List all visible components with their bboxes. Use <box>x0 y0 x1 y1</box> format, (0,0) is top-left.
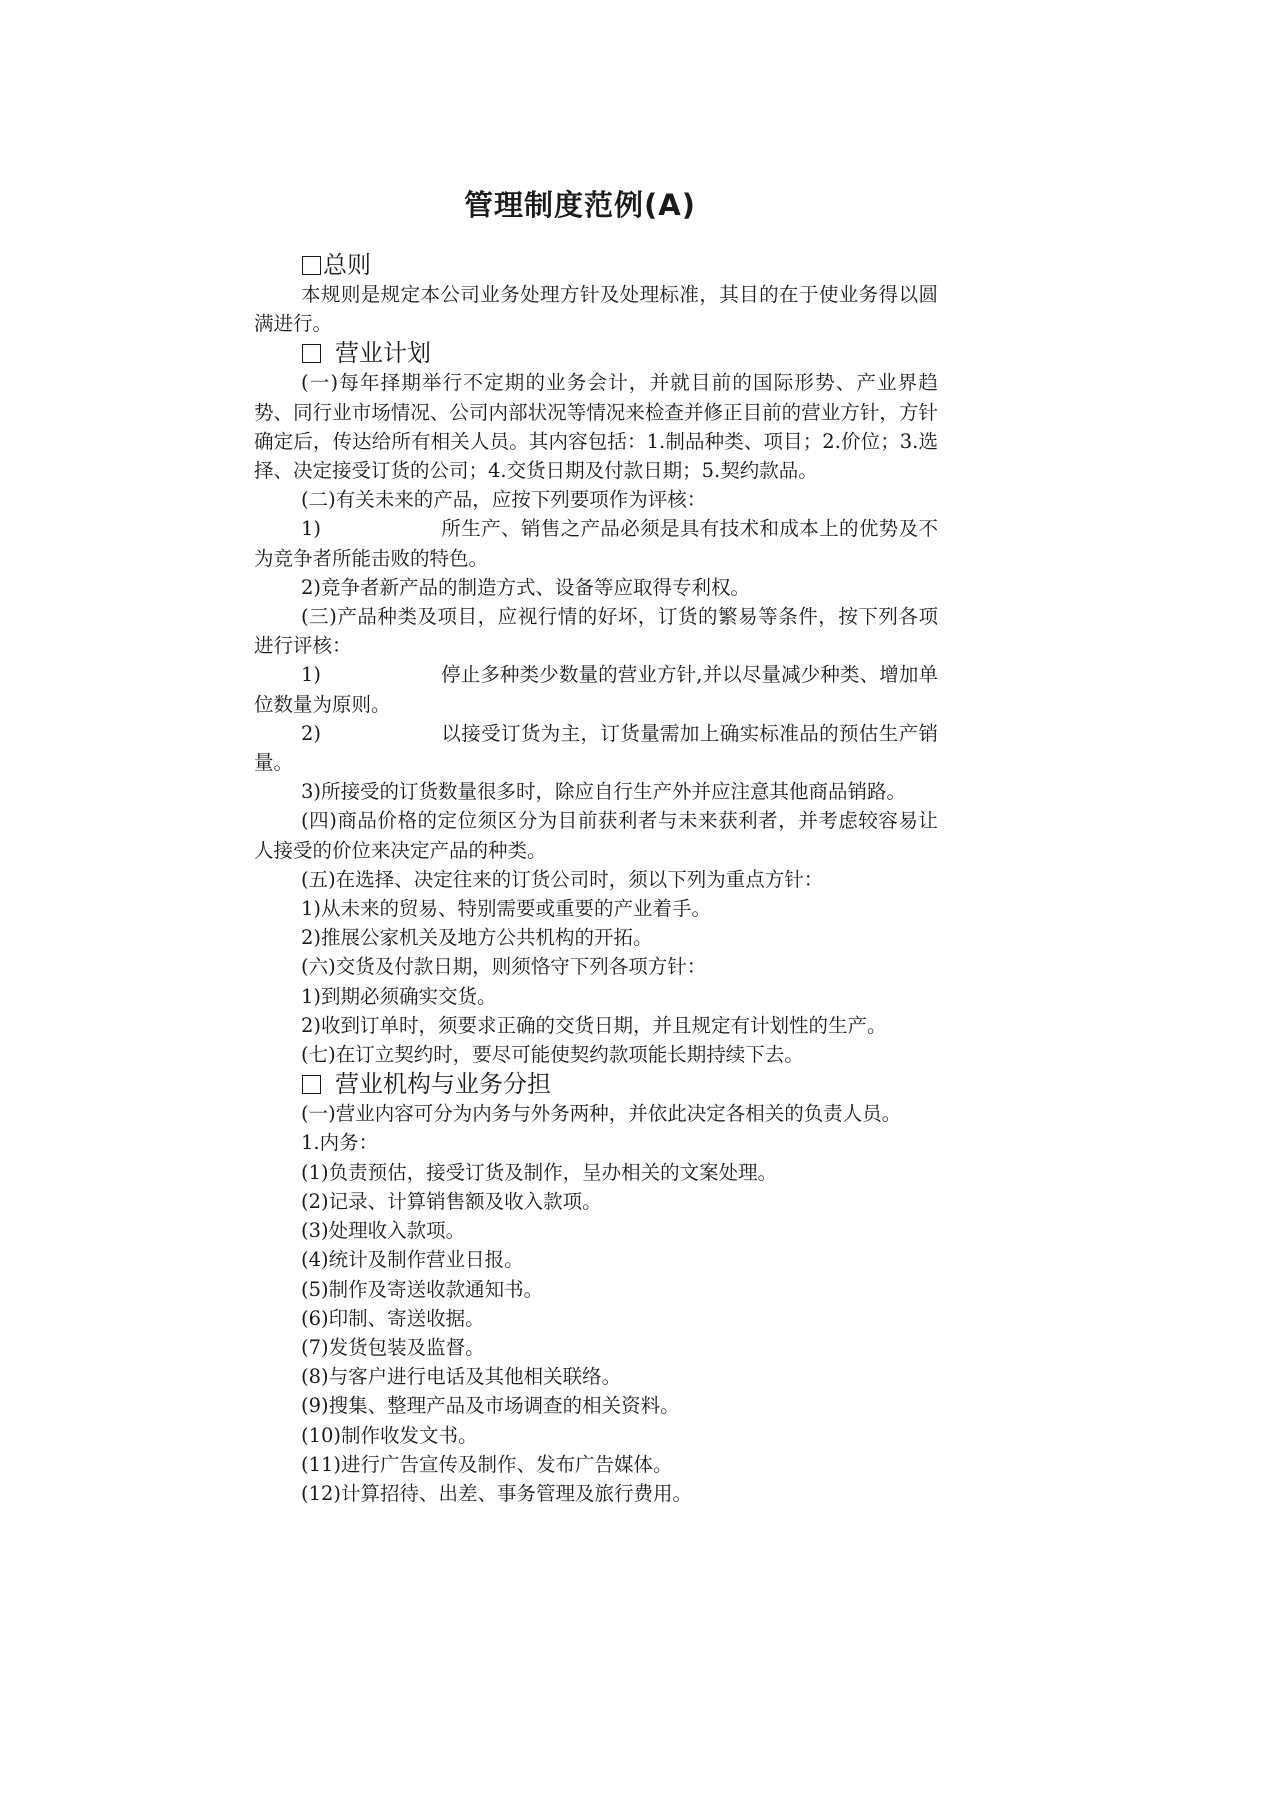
paragraph: 1)到期必须确实交货。 <box>301 984 497 1008</box>
list-item: (11)进行广告宣传及制作、发布广告媒体。 <box>301 1452 673 1476</box>
item-number: 1) <box>301 517 322 541</box>
paragraph: (六)交货及付款日期，则须恪守下列各项方针： <box>301 955 707 979</box>
paragraph: 2)竞争者新产品的制造方式、设备等应取得专利权。 <box>301 575 751 599</box>
section-heading-org: 营业机构与业务分担 <box>254 1069 938 1099</box>
paragraph: (七)在订立契约时，要尽可能使契约款项能长期持续下去。 <box>301 1043 804 1067</box>
list-item: (5)制作及寄送收款通知书。 <box>301 1277 544 1301</box>
list-item: (8)与客户进行电话及其他相关联络。 <box>301 1365 622 1389</box>
paragraph <box>254 660 938 718</box>
paragraph: (一)营业内容可分为内务与外务两种，并依此决定各相关的负责人员。 <box>301 1102 902 1126</box>
paragraph: (二)有关未来的产品，应按下列要项作为评核： <box>301 488 707 512</box>
item-number: 1) <box>301 663 322 687</box>
checkbox-square-icon <box>302 1075 321 1094</box>
list-item: (2)记录、计算销售额及收入款项。 <box>301 1189 602 1213</box>
list-item: (1)负责预估，接受订货及制作，呈办相关的文案处理。 <box>301 1160 778 1184</box>
paragraph: (三)产品种类及项目，应视行情的好坏，订货的繁易等条件，按下列各项进行评核： <box>254 605 938 658</box>
item-text: 所生产、销售之产品必须是具有技术和成本上的优势及不为竞争者所能击败的特色。 <box>254 517 938 570</box>
checkbox-square-icon <box>302 344 321 363</box>
list-item: (6)印制、寄送收据。 <box>301 1306 485 1330</box>
document-body <box>254 250 938 1508</box>
list-item: (4)统计及制作营业日报。 <box>301 1248 524 1272</box>
paragraph: (四)商品价格的定位须区分为目前获利者与未来获利者，并考虑较容易让人接受的价位来决定产品的种类。 <box>254 809 938 862</box>
item-text: 停止多种类少数量的营业方针,并以尽量减少种类、增加单位数量为原则。 <box>254 663 938 716</box>
subheading-internal-affairs: 1.内务： <box>301 1131 379 1155</box>
section-heading-plan: 营业计划 <box>254 338 938 368</box>
checkbox-square-icon <box>302 256 321 275</box>
list-item: (7)发货包装及监督。 <box>301 1335 485 1359</box>
paragraph: 3)所接受的订货数量很多时，除应自行生产外并应注意其他商品销路。 <box>301 780 907 804</box>
paragraph: 本规则是规定本公司业务处理方针及处理标准，其目的在于使业务得以圆满进行。 <box>254 283 938 336</box>
paragraph <box>254 719 938 777</box>
paragraph <box>254 514 938 572</box>
paragraph: 1)从未来的贸易、特别需要或重要的产业着手。 <box>301 897 712 921</box>
paragraph: (五)在选择、决定往来的订货公司时，须以下列为重点方针： <box>301 867 824 891</box>
list-item: (12)计算招待、出差、事务管理及旅行费用。 <box>301 1481 693 1505</box>
item-number: 2) <box>301 721 322 745</box>
paragraph: 2)推展公家机关及地方公共机构的开拓。 <box>301 926 653 950</box>
item-text: 以接受订货为主，订货量需加上确实标准品的预估生产销量。 <box>254 721 938 775</box>
paragraph: 2)收到订单时，须要求正确的交货日期，并且规定有计划性的生产。 <box>301 1013 887 1037</box>
list-item: (10)制作收发文书。 <box>301 1423 478 1447</box>
list-item: (3)处理收入款项。 <box>301 1219 466 1243</box>
paragraph: (一)每年择期举行不定期的业务会计，并就目前的国际形势、产业界趋势、同行业市场情况、公司内部状况等情况来检查并修正目前的营业方针，方针确定后，传达给所有相关人员。其内容包括：1.制品种类、项目；2.价位；3.选择、决定接受订货的公司；4.交货日期及付款日期；5.契约款品。 <box>254 371 938 483</box>
section-heading-general: 总则 <box>254 250 938 280</box>
document-title: 管理制度范例(A) <box>464 188 696 222</box>
list-item: (9)搜集、整理产品及市场调查的相关资料。 <box>301 1394 680 1418</box>
